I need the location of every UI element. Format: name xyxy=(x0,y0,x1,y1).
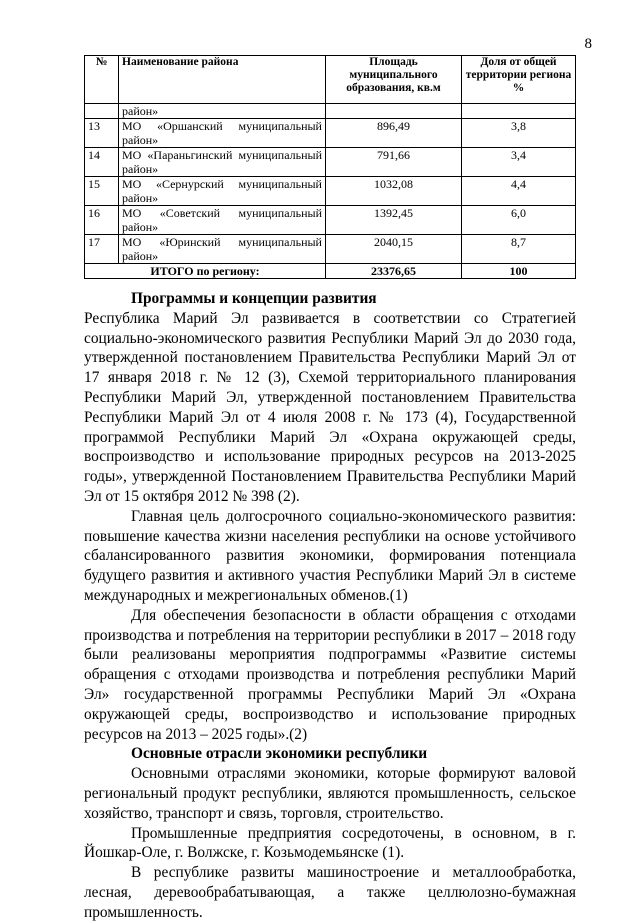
paragraph: Главная цель долгосрочного социально-экономического развития: повышение качества жизни населения республики на основе устойчивого сбалансированного развития экономики, формирования потенциала будущего развития и активного участия Республики Марий Эл в системе международных и межрегиональных обменов.(1) xyxy=(84,507,576,604)
paragraph: Для обеспечения безопасности в области обращения с отходами производства и потребления на территории республики в 2017 – 2018 году были реализованы мероприятия подпрограммы «Развитие системы обращения с отходами производства и потребления республики Марий Эл» государственной программы Республики Марий Эл «Охрана окружающей среды, воспроизводство и использование природных ресурсов на 2013 – 2025 годы».(2) xyxy=(84,606,576,743)
table-row xyxy=(85,177,576,206)
paragraph: Промышленные предприятия сосредоточены, в основном, в г. Йошкар-Оле, г. Волжске, г. Козьмодемьянске (1). xyxy=(84,824,576,862)
continuation-text: район» xyxy=(119,104,326,119)
document-body xyxy=(84,289,576,923)
paragraph: В республике развиты машиностроение и металлообработка, лесная, деревообрабатывающая, а также целлюлозно-бумажная промышленность. xyxy=(84,864,576,921)
row-number: 13 xyxy=(85,119,119,148)
page-number: 8 xyxy=(584,36,592,52)
row-share: 8,7 xyxy=(462,235,576,264)
row-area: 2040,15 xyxy=(326,235,462,264)
row-share: 4,4 xyxy=(462,177,576,206)
row-district-name: МО «Параньгинский муниципальный район» xyxy=(119,148,326,177)
section-heading-economy: Основные отрасли экономики республики xyxy=(131,745,428,763)
header-district-name: Наименование района xyxy=(119,56,326,104)
row-number: 14 xyxy=(85,148,119,177)
table-row xyxy=(85,119,576,148)
district-area-table xyxy=(84,55,576,279)
section-heading-programs: Программы и концепции развития xyxy=(131,290,377,307)
row-number: 16 xyxy=(85,206,119,235)
table-row xyxy=(85,206,576,235)
paragraph: Основными отраслями экономики, которые формируют валовой региональный продукт республики, являются промышленность, сельское хозяйство, транспорт и связь, торговля, строительство. xyxy=(84,765,576,822)
row-district-name: МО «Оршанский муниципальный район» xyxy=(119,119,326,148)
total-area: 23376,65 xyxy=(326,264,462,279)
total-share: 100 xyxy=(462,264,576,279)
row-district-name: МО «Советский муниципальный район» xyxy=(119,206,326,235)
row-number: 15 xyxy=(85,177,119,206)
table-continuation-row xyxy=(85,104,576,119)
header-number: № xyxy=(85,56,119,104)
table-row xyxy=(85,148,576,177)
row-number: 17 xyxy=(85,235,119,264)
row-area: 896,49 xyxy=(326,119,462,148)
row-area: 791,66 xyxy=(326,148,462,177)
table-header-row xyxy=(85,56,576,104)
row-district-name: МО «Юринский муниципальный район» xyxy=(119,235,326,264)
table-total-row xyxy=(85,264,576,279)
row-share: 6,0 xyxy=(462,206,576,235)
row-district-name: МО «Сернурский муниципальный район» xyxy=(119,177,326,206)
row-area: 1032,08 xyxy=(326,177,462,206)
total-label: ИТОГО по региону: xyxy=(85,264,326,279)
row-area: 1392,45 xyxy=(326,206,462,235)
header-share: Доля от общей территории региона % xyxy=(462,56,576,104)
paragraph: Республика Марий Эл развивается в соответствии со Стратегией социально-экономического развития Республики Марий Эл до 2030 года, утвержденной постановлением Правительства Республики Марий Эл от 17 января 2018 г. № 12 (3), Схемой территориального планирования Республики Марий Эл, утвержденной постановлением Правительства Республики Марий Эл от 4 июля 2008 г. № 173 (4), Государственной программой Республики Марий Эл «Охрана окружающей среды, воспроизводство и использование природных ресурсов на 2013-2025 годы», утвержденной Постановлением Правительства Республики Марий Эл от 15 октября 2012 № 398 (2). xyxy=(84,309,576,505)
row-share: 3,4 xyxy=(462,148,576,177)
table-row xyxy=(85,235,576,264)
row-share: 3,8 xyxy=(462,119,576,148)
header-area: Площадь муниципального образования, кв.м xyxy=(326,56,462,104)
